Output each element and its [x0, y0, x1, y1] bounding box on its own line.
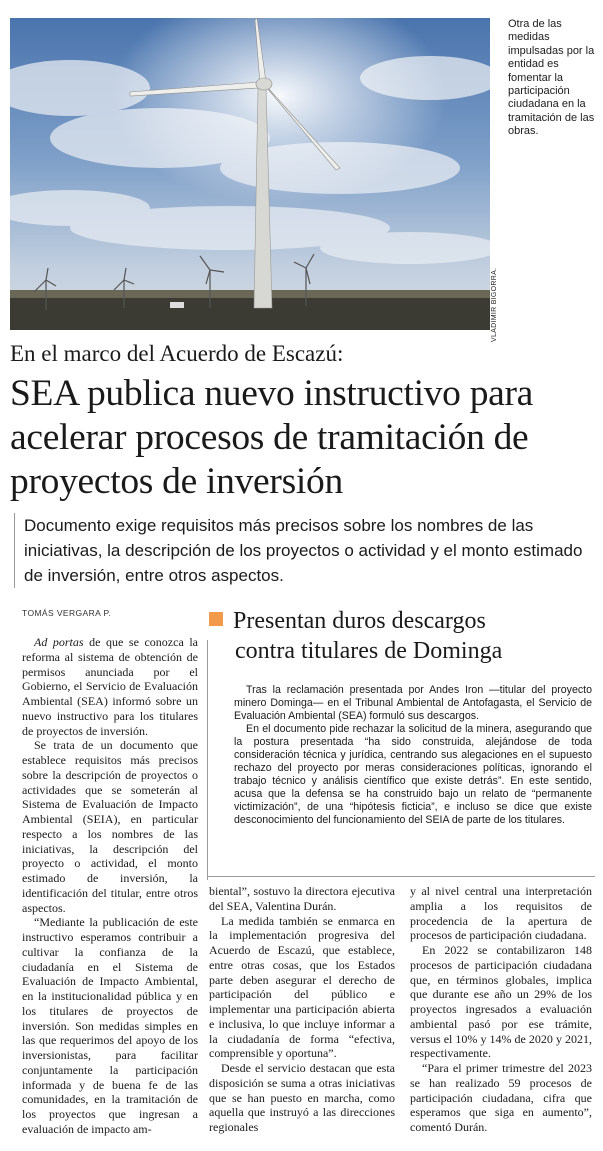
wind-turbine-photo — [10, 18, 490, 330]
photo-caption: Otra de las medidas impulsadas por la entidad es fomentar la participación ciudadana en la tramitación de las obras. — [508, 18, 595, 138]
box-body — [234, 684, 592, 827]
body-paragraph: “Para el primer trimestre del 2023 se han realizado 59 procesos de participación ciudadana, cifra que esperamos que siga en aumento”, comentó Durán. — [410, 1061, 592, 1134]
article-deck: Documento exige requisitos más precisos sobre los nombres de las iniciativas, la descripción de los proyectos o actividad y el monto estimado de inversión, entre otros aspectos. — [14, 513, 602, 588]
body-paragraph: Se trata de un documento que establece requisitos más precisos sobre la descripción de proyectos o actividades que se someterán al Sistema de Evaluación de Impacto Ambiental (SEIA), en particular respecto a los nombres de las iniciativas, la descripción del proyecto o actividad, el monto estimado de inversión, la identificación del titular, entre otros aspectos. — [22, 738, 198, 915]
body-paragraph: y al nivel central una interpretación amplia a los requisitos de procedencia de la apertura de procesos de participación ciudadana. — [410, 884, 592, 943]
body-paragraph: En 2022 se contabilizaron 148 procesos de participación ciudadana que, en términos globales, implica que durante ese año un 29% de los proyectos ingresados a evaluación ambiental pasó por ese trámite, versus el 10% y 14% de 2020 y 2021, respectivamente. — [410, 943, 592, 1061]
box-paragraph: Tras la reclamación presentada por Andes Iron —titular del proyecto minero Dominga— en el Tribunal Ambiental de Antofagasta, el Servicio de Evaluación Ambiental (SEA) formuló sus descargos. — [234, 684, 592, 722]
box-title: Presentan duros descargos contra titulares de Dominga — [207, 606, 595, 666]
orange-square-icon — [209, 612, 223, 626]
body-paragraph: “Mediante la publicación de este instructivo esperamos contribuir a cultivar la confianza de la ciudadanía en el Sistema de Evaluación de Impacto Ambiental, en la institucionalidad pública y en los titulares de proyectos de inversión. Son medidas simples en las que requerimos del apoyo de los inversionistas, para facilitar conjuntamente la participación informada y de buena fe de las comunidades, en la tramitación de los proyectos que ingresan a evaluación de impacto am- — [22, 915, 198, 1136]
body-paragraph: Ad portas de que se conozca la reforma al sistema de obtención de permisos anunciada por el Gobierno, el Servicio de Evaluación Ambiental (SEA) informó sobre un nuevo instructivo para los titulares de proyectos de inversión. — [22, 635, 198, 738]
article-headline: SEA publica nuevo instructivo para acelerar procesos de tramitación de proyectos de inversión — [10, 373, 534, 502]
italic-lead: Ad portas — [34, 635, 84, 649]
body-paragraph: La medida también se enmarca en la implementación progresiva del Acuerdo de Escazú, que establece, entre otras cosas, que los Estados parte deben asegurar el derecho de participación del público e implementar una participación abierta e inclusiva, lo que incluye informar a la ciudadanía de forma “efectiva, comprensible y oportuna”. — [209, 913, 395, 1061]
article-photo — [10, 18, 490, 330]
box-bottom-rule — [207, 876, 595, 877]
sidebar-box — [207, 606, 595, 872]
byline: TOMÁS VERGARA P. — [22, 608, 112, 618]
box-paragraph: En el documento pide rechazar la solicitud de la minera, asegurando que la postura presentada “ha sido construida, alejándose de toda consideración técnica y jurídica, centrando sus alegaciones en el supuesto rechazo del proyecto por meras consideraciones políticas, ignorando el trabajo técnico y análisis científico que existe detrás”. En este sentido, acusa que la defensa se ha construido bajo un relato de “permanente victimización”, de una “hipótesis ficticia”, e incluso se dice que existe desconocimiento del funcionamiento del SEIA de parte de los titulares. — [234, 723, 592, 826]
photo-credit: VLADIMIR BIGORRA. — [491, 267, 498, 342]
body-column-3 — [410, 884, 592, 1135]
body-paragraph: biental”, sostuvo la directora ejecutiva del SEA, Valentina Durán. — [209, 884, 395, 913]
body-paragraph: Desde el servicio destacan que esta disposición se suma a otras iniciativas que se han puesto en marcha, como aquella que instruyó a las direcciones regionales — [209, 1061, 395, 1134]
body-column-2 — [209, 884, 395, 1135]
body-column-1 — [22, 635, 198, 1137]
article-kicker: En el marco del Acuerdo de Escazú: — [10, 341, 344, 366]
